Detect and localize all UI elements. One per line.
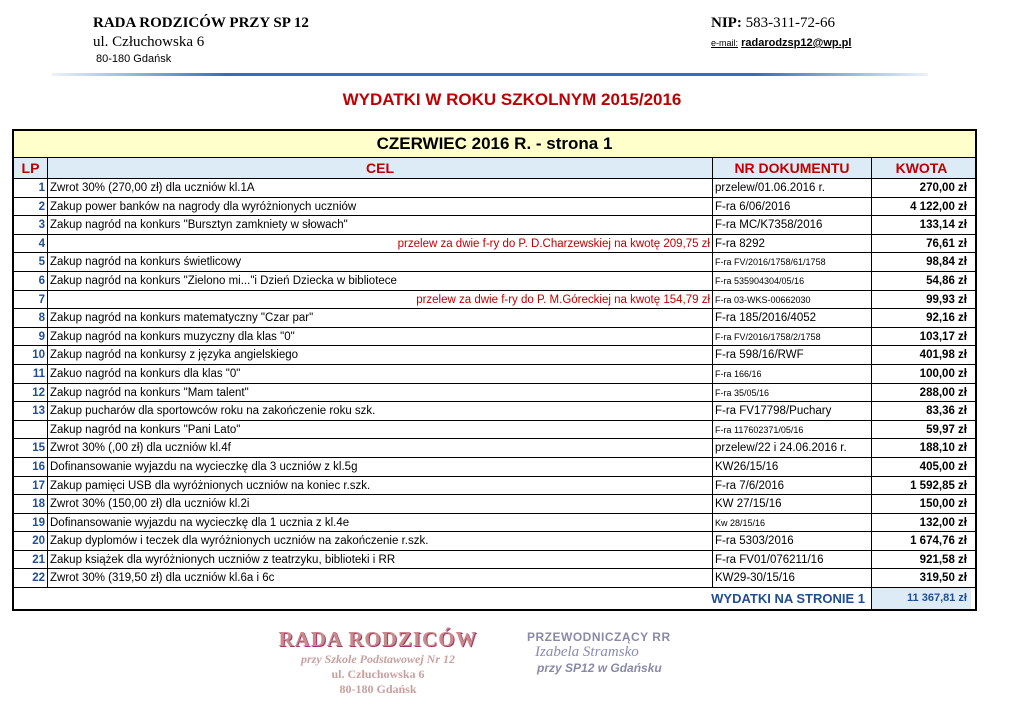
row-description: Zakup nagród na konkurs matematyczny "Czar par" — [48, 309, 713, 327]
email-label: e-mail: — [711, 38, 739, 48]
column-amount: KWOTA — [895, 160, 948, 176]
expenses-table — [12, 129, 977, 611]
row-amount: 100,00 zł — [919, 367, 967, 380]
row-description: Zwrot 30% (150,00 zł) dla uczniów kl.2i — [48, 495, 713, 513]
document-title: WYDATKI W ROKU SZKOLNYM 2015/2016 — [342, 90, 682, 109]
row-description: Zakup książek dla wyróżnionych uczniów z teatrzyku, biblioteki i RR — [48, 551, 713, 569]
table-row — [14, 421, 975, 440]
row-amount: 54,86 zł — [926, 274, 967, 287]
stamp-street: ul. Człuchowska 6 — [331, 667, 425, 681]
header-divider — [52, 73, 928, 76]
row-amount: 319,50 zł — [919, 572, 967, 585]
row-document: F-ra 8292 — [713, 235, 872, 253]
row-document: F-ra 7/6/2016 — [713, 477, 872, 495]
row-description: Zakup dyplomów i teczek dla wyróżnionych uczniów na zakończenie r.szk. — [48, 532, 713, 550]
row-description: Zwrot 30% (319,50 zł) dla uczniów kl.6a i 6c — [48, 569, 713, 587]
row-lp: 21 — [14, 551, 48, 569]
row-description: przelew za dwie f-ry do P. D.Charzewskiej na kwotę 209,75 zł — [48, 235, 713, 253]
row-document: KW 27/15/16 — [713, 495, 872, 513]
row-amount: 76,61 zł — [926, 237, 967, 250]
row-amount: 98,84 zł — [926, 256, 967, 269]
row-amount: 59,97 zł — [926, 423, 967, 436]
row-lp: 12 — [14, 384, 48, 402]
row-document: F-ra 117602371/05/16 — [713, 421, 872, 439]
table-row — [14, 551, 975, 570]
row-description: Zakup pucharów dla sportowców roku na zakończenie roku szk. — [48, 402, 713, 420]
row-document: F-ra 35/05/16 — [713, 384, 872, 402]
row-document: F-ra FV/2016/1758/61/1758 — [713, 253, 872, 271]
row-lp: 15 — [14, 439, 48, 457]
sum-row — [14, 588, 975, 609]
row-amount: 132,00 zł — [919, 516, 967, 529]
row-description: Zakup power banków na nagrody dla wyróżnionych uczniów — [48, 198, 713, 216]
table-row — [14, 402, 975, 421]
row-amount: 401,98 zł — [919, 349, 967, 362]
row-lp: 11 — [14, 365, 48, 383]
nip-value: 583-311-72-66 — [745, 15, 836, 31]
row-amount: 288,00 zł — [919, 386, 967, 399]
table-row — [14, 235, 975, 254]
stamp-school: przy Szkole Podstawowej Nr 12 — [300, 652, 455, 666]
table-row — [14, 514, 975, 533]
row-lp: 5 — [14, 253, 48, 271]
stamp-city: 80-180 Gdańsk — [339, 682, 417, 696]
row-document: Kw 28/15/16 — [713, 514, 872, 532]
council-street: ul. Człuchowska 6 — [93, 34, 205, 50]
column-header-row — [14, 158, 975, 179]
table-row — [14, 569, 975, 588]
row-description: Zakuo nagród na konkurs dla klas "0" — [48, 365, 713, 383]
row-document: F-ra 5303/2016 — [713, 532, 872, 550]
row-description: Zwrot 30% (,00 zł) dla uczniów kl.4f — [48, 439, 713, 457]
row-document: przelew/22 i 24.06.2016 r. — [713, 439, 872, 457]
row-document: KW26/15/16 — [713, 458, 872, 476]
row-description: Dofinansowanie wyjazdu na wycieczkę dla 1 ucznia z kl.4e — [48, 514, 713, 532]
row-lp: 10 — [14, 346, 48, 364]
council-name: RADA RODZICÓW PRZY SP 12 — [93, 15, 309, 31]
row-lp: 8 — [14, 309, 48, 327]
row-lp: 22 — [14, 569, 48, 587]
chair-school: przy SP12 w Gdańsku — [537, 661, 662, 675]
table-row — [14, 532, 975, 551]
row-document: F-ra 535904304/05/16 — [713, 272, 872, 290]
row-amount: 4 122,00 zł — [910, 200, 967, 213]
row-document: F-ra FV17798/Puchary — [713, 402, 872, 420]
email-link[interactable]: radarodzsp12@wp.pl — [741, 37, 852, 49]
table-row — [14, 439, 975, 458]
stamp-title: RADA RODZICÓW — [278, 627, 478, 651]
table-row — [14, 495, 975, 514]
row-document: F-ra 598/16/RWF — [713, 346, 872, 364]
table-row — [14, 384, 975, 403]
row-lp: 4 — [14, 235, 48, 253]
row-description: Zakup nagród na konkurs świetlicowy — [48, 253, 713, 271]
row-lp: 16 — [14, 458, 48, 476]
row-amount: 1 592,85 zł — [910, 479, 967, 492]
row-description: Zakup nagród na konkurs "Bursztyn zamkniety w słowach" — [48, 216, 713, 234]
row-lp: 7 — [14, 291, 48, 309]
row-amount: 92,16 zł — [926, 312, 967, 325]
row-description: Zakup nagród na konkursy z języka angielskiego — [48, 346, 713, 364]
row-description: Zakup nagród na konkurs "Mam talent" — [48, 384, 713, 402]
row-amount: 83,36 zł — [926, 405, 967, 418]
table-row — [14, 477, 975, 496]
table-row — [14, 458, 975, 477]
row-description: Zakup nagród na konkurs "Pani Lato" — [48, 421, 713, 439]
row-lp: 3 — [14, 216, 48, 234]
row-document: F-ra 166/16 — [713, 365, 872, 383]
row-amount: 1 674,76 zł — [910, 535, 967, 548]
row-amount: 133,14 zł — [919, 219, 967, 232]
row-description: Zakup nagród na konkurs "Zielono mi..."i Dzień Dziecka w bibliotece — [48, 272, 713, 290]
row-amount: 188,10 zł — [919, 442, 967, 455]
table-row — [14, 346, 975, 365]
chair-signature: Izabela Stramsko — [535, 644, 639, 660]
nip-label: NIP: — [711, 15, 742, 31]
table-row — [14, 198, 975, 217]
row-amount: 150,00 zł — [919, 498, 967, 511]
row-lp: 18 — [14, 495, 48, 513]
row-lp: 19 — [14, 514, 48, 532]
row-document: F-ra 185/2016/4052 — [713, 309, 872, 327]
column-lp: LP — [14, 158, 48, 178]
row-document: F-ra FV01/076211/16 — [713, 551, 872, 569]
row-amount: 405,00 zł — [919, 460, 967, 473]
table-row — [14, 309, 975, 328]
council-stamp — [270, 627, 486, 696]
row-description: Dofinansowanie wyjazdu na wycieczkę dla 3 uczniów z kl.5g — [48, 458, 713, 476]
table-row — [14, 291, 975, 310]
row-lp: 20 — [14, 532, 48, 550]
row-description: przelew za dwie f-ry do P. M.Góreckiej na kwotę 154,79 zł — [48, 291, 713, 309]
nip-line — [711, 15, 835, 32]
row-amount: 921,58 zł — [919, 553, 967, 566]
email-line — [711, 37, 851, 49]
table-row — [14, 328, 975, 347]
row-lp: 2 — [14, 198, 48, 216]
row-document: KW29-30/15/16 — [713, 569, 872, 587]
sum-label: WYDATKI NA STRONIE 1 — [14, 588, 872, 609]
council-city: 80-180 Gdańsk — [96, 53, 172, 65]
row-lp: 17 — [14, 477, 48, 495]
table-row — [14, 253, 975, 272]
row-description: Zakup pamięci USB dla wyróżnionych uczniów na koniec r.szk. — [48, 477, 713, 495]
row-document: F-ra MC/K7358/2016 — [713, 216, 872, 234]
table-row — [14, 272, 975, 291]
row-amount: 103,17 zł — [919, 330, 967, 343]
column-doc: NR DOKUMENTU — [713, 158, 872, 178]
row-document: przelew/01.06.2016 r. — [713, 179, 872, 197]
table-heading: CZERWIEC 2016 R. - strona 1 — [14, 131, 975, 158]
row-lp: 9 — [14, 328, 48, 346]
chair-title: PRZEWODNICZĄCY RR — [527, 630, 671, 644]
row-amount: 99,93 zł — [926, 293, 967, 306]
row-description: Zwrot 30% (270,00 zł) dla uczniów kl.1A — [48, 179, 713, 197]
sum-value: 11 367,81 zł — [872, 588, 971, 609]
row-document: F-ra 03-WKS-00662030 — [713, 291, 872, 309]
row-lp — [14, 421, 48, 439]
table-body — [14, 179, 975, 588]
column-cel: CEL — [48, 158, 713, 178]
row-lp: 1 — [14, 179, 48, 197]
row-document: F-ra 6/06/2016 — [713, 198, 872, 216]
table-row — [14, 365, 975, 384]
table-row — [14, 216, 975, 235]
row-amount: 270,00 zł — [919, 182, 967, 194]
table-row — [14, 179, 975, 198]
row-description: Zakup nagród na konkurs muzyczny dla klas "0" — [48, 328, 713, 346]
row-document: F-ra FV/2016/1758/2/1758 — [713, 328, 872, 346]
chair-stamp — [527, 630, 719, 678]
row-lp: 13 — [14, 402, 48, 420]
row-lp: 6 — [14, 272, 48, 290]
